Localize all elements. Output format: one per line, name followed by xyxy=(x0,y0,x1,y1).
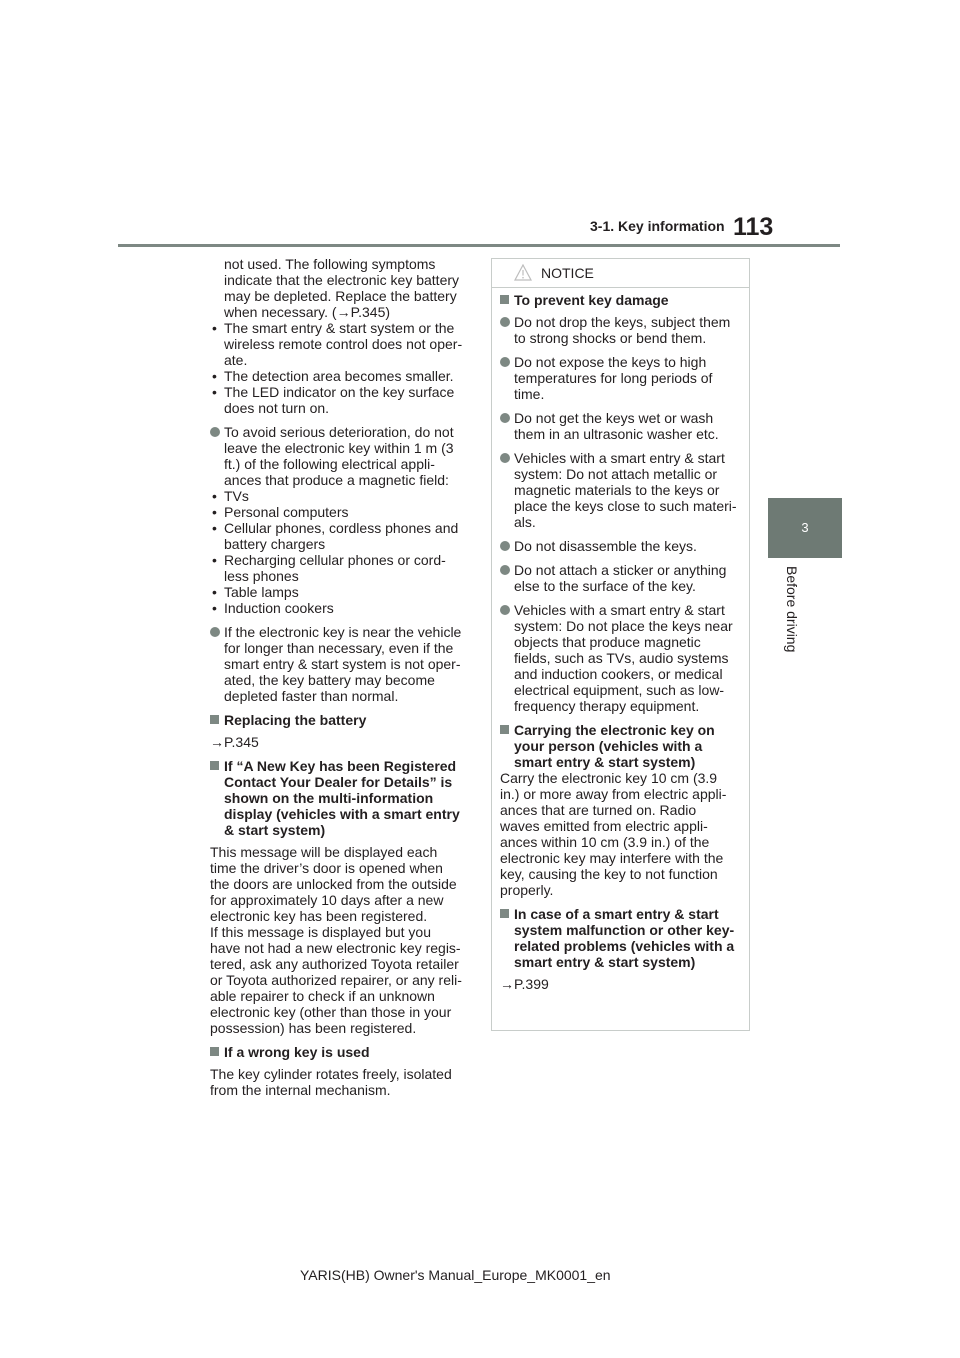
notice-header xyxy=(492,259,749,288)
wrong-key-text xyxy=(210,1066,472,1098)
text-line: does not turn on. xyxy=(224,400,330,416)
damage-item xyxy=(500,410,741,442)
text-line: • The smart entry & start system or the xyxy=(224,320,455,336)
text-line: time the driver’s door is opened when xyxy=(210,860,443,876)
text-line: waves emitted from electric appli- xyxy=(500,818,708,834)
appliance-item xyxy=(210,488,472,504)
text-line: ate. xyxy=(224,352,248,368)
text-line: Do not expose the keys to high xyxy=(514,354,707,370)
text-line: fields, such as TVs, audio systems xyxy=(514,650,729,666)
text-line: ances within 10 cm (3.9 in.) of the xyxy=(500,834,710,850)
text-line: ances that produce a magnetic field: xyxy=(224,472,449,488)
text-line: display (vehicles with a smart entry xyxy=(224,806,460,822)
symptom-item xyxy=(210,320,472,368)
text-line: when necessary. (→P.345) xyxy=(224,304,391,320)
symptom-item xyxy=(210,384,472,416)
text-line: time. xyxy=(514,386,545,402)
text-line: in.) or more away from electric appli- xyxy=(500,786,727,802)
text-line: objects that produce magnetic xyxy=(514,634,701,650)
text-line: Do not disassemble the keys. xyxy=(514,538,697,554)
appliance-item xyxy=(210,552,472,584)
appliance-item xyxy=(210,600,472,616)
text-line: shown on the multi-information xyxy=(224,790,434,806)
text-line: Vehicles with a smart entry & start xyxy=(514,450,725,466)
damage-item xyxy=(500,538,741,554)
notice-title: NOTICE xyxy=(541,265,594,281)
malfunction-link[interactable]: →P.399 xyxy=(500,976,549,992)
header-rule xyxy=(118,244,840,247)
wrong-key-heading xyxy=(210,1044,472,1060)
text-line: electronic key (other than those in your xyxy=(210,1004,452,1020)
text-line: • The detection area becomes smaller. xyxy=(224,368,454,384)
text-line: them in an ultrasonic washer etc. xyxy=(514,426,719,442)
text-line: electrical equipment, such as low- xyxy=(514,682,725,698)
text-line: to strong shocks or bend them. xyxy=(514,330,707,346)
warning-triangle-icon xyxy=(514,264,532,281)
text-line: • Induction cookers xyxy=(224,600,334,616)
text-line: place the keys close to such materi- xyxy=(514,498,737,514)
appliance-item xyxy=(210,520,472,552)
text-line: • The LED indicator on the key surface xyxy=(224,384,455,400)
text-line: Carry the electronic key 10 cm (3.9 xyxy=(500,770,718,786)
text-line: depleted faster than normal. xyxy=(224,688,399,704)
text-line: smart entry & start system) xyxy=(514,954,696,970)
damage-item xyxy=(500,354,741,402)
text-line: • TVs xyxy=(224,488,249,504)
text-line: and induction cookers, or medical xyxy=(514,666,723,682)
text-line: ated, the key battery may become xyxy=(224,672,435,688)
chapter-tab: 3 xyxy=(768,498,842,558)
carry-key-heading xyxy=(500,722,741,770)
text-line: Contact Your Dealer for Details” is xyxy=(224,774,453,790)
new-key-heading xyxy=(210,758,472,838)
text-line: Do not drop the keys, subject them xyxy=(514,314,731,330)
text-line: If this message is displayed but you xyxy=(210,924,432,940)
intro-text xyxy=(210,256,472,320)
text-line: magnetic materials to the keys or xyxy=(514,482,720,498)
text-line: The key cylinder rotates freely, isolated xyxy=(210,1066,452,1082)
text-line: not used. The following symptoms xyxy=(224,256,436,272)
text-line: leave the electronic key within 1 m (3 xyxy=(224,440,454,456)
text-line: electronic key has been registered. xyxy=(210,908,428,924)
text-line: your person (vehicles with a xyxy=(514,738,703,754)
text-line: Carrying the electronic key on xyxy=(514,722,715,738)
text-line: properly. xyxy=(500,882,554,898)
footer-text: YARIS(HB) Owner's Manual_Europe_MK0001_en xyxy=(300,1267,611,1283)
text-line: less phones xyxy=(224,568,299,584)
damage-item xyxy=(500,314,741,346)
left-column xyxy=(210,256,472,1098)
text-line: electronic key may interfere with the xyxy=(500,850,724,866)
text-line: als. xyxy=(514,514,536,530)
text-line: temperatures for long periods of xyxy=(514,370,713,386)
symptom-item xyxy=(210,368,472,384)
text-line: If the electronic key is near the vehicle xyxy=(224,624,462,640)
text-line: Do not attach a sticker or anything xyxy=(514,562,727,578)
text-line: In case of a smart entry & start xyxy=(514,906,719,922)
appliance-item xyxy=(210,504,472,520)
magnetic-field-item xyxy=(210,424,472,488)
text-line: system: Do not place the keys near xyxy=(514,618,733,634)
notice-column xyxy=(491,258,750,1031)
text-line: ances that are turned on. Radio xyxy=(500,802,697,818)
text-line: smart entry & start system is not oper- xyxy=(224,656,461,672)
text-line: Vehicles with a smart entry & start xyxy=(514,602,725,618)
section-title: 3-1. Key information xyxy=(590,218,725,234)
text-line: able repairer to check if an unknown xyxy=(210,988,435,1004)
text-line: Do not get the keys wet or wash xyxy=(514,410,714,426)
chapter-label: Before driving xyxy=(784,566,800,653)
text-line: • Personal computers xyxy=(224,504,349,520)
text-line: key, causing the key to not function xyxy=(500,866,718,882)
carry-key-text xyxy=(500,770,741,898)
text-line: the doors are unlocked from the outside xyxy=(210,876,457,892)
text-line: To prevent key damage xyxy=(514,292,669,308)
replace-battery-heading xyxy=(210,712,472,728)
text-line: Replacing the battery xyxy=(224,712,367,728)
damage-item xyxy=(500,450,741,530)
text-line: possession) has been registered. xyxy=(210,1020,417,1036)
text-line: system malfunction or other key- xyxy=(514,922,735,938)
text-line: system: Do not attach metallic or xyxy=(514,466,718,482)
text-line: • Cellular phones, cordless phones and xyxy=(224,520,459,536)
text-line: • Recharging cellular phones or cord- xyxy=(224,552,446,568)
notice-box xyxy=(491,258,750,1031)
text-line: This message will be displayed each xyxy=(210,844,438,860)
text-line: else to the surface of the key. xyxy=(514,578,696,594)
page-number: 113 xyxy=(733,213,774,241)
text-line: & start system) xyxy=(224,822,326,838)
text-line: If “A New Key has been Registered xyxy=(224,758,457,774)
text-line: or Toyota authorized repairer, or any reli- xyxy=(210,972,462,988)
text-line: • Table lamps xyxy=(224,584,299,600)
text-line: If a wrong key is used xyxy=(224,1044,370,1060)
text-line: frequency therapy equipment. xyxy=(514,698,700,714)
text-line: wireless remote control does not oper- xyxy=(224,336,463,352)
text-line: from the internal mechanism. xyxy=(210,1082,391,1098)
new-key-text xyxy=(210,844,472,1036)
text-line: tered, ask any authorized Toyota retailer xyxy=(210,956,459,972)
damage-item xyxy=(500,562,741,594)
appliance-item xyxy=(210,584,472,600)
text-line: have not had a new electronic key regis- xyxy=(210,940,461,956)
battery-depletion-item xyxy=(210,624,472,704)
text-line: To avoid serious deterioration, do not xyxy=(224,424,454,440)
text-line: for longer than necessary, even if the xyxy=(224,640,454,656)
malfunction-heading xyxy=(500,906,741,970)
text-line: may be depleted. Replace the battery xyxy=(224,288,457,304)
text-line: for approximately 10 days after a new xyxy=(210,892,444,908)
text-line: ft.) of the following electrical appli- xyxy=(224,456,435,472)
replace-battery-link[interactable]: →P.345 xyxy=(210,734,259,750)
text-line: related problems (vehicles with a xyxy=(514,938,735,954)
text-line: battery chargers xyxy=(224,536,326,552)
damage-item xyxy=(500,602,741,714)
text-line: indicate that the electronic key battery xyxy=(224,272,460,288)
key-damage-heading xyxy=(500,292,741,308)
text-line: smart entry & start system) xyxy=(514,754,696,770)
